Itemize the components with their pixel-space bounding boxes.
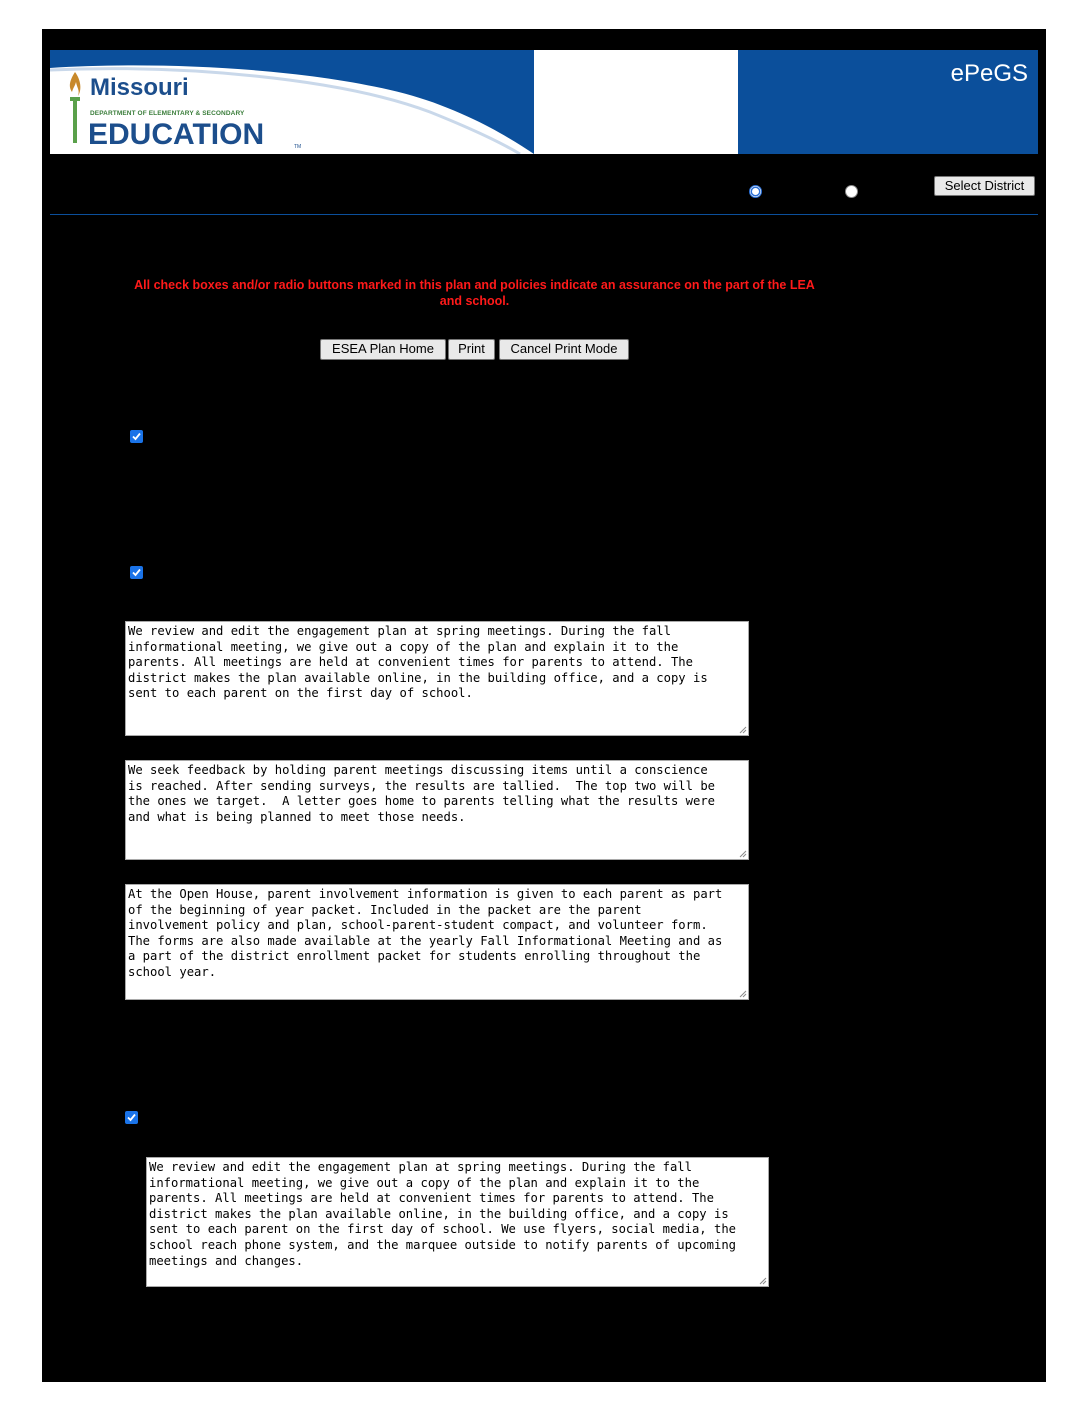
banner-brand-panel (738, 50, 1038, 154)
resize-grip-icon[interactable] (759, 1277, 767, 1285)
resize-grip-icon[interactable] (739, 990, 747, 998)
missouri-education-logo (64, 70, 304, 150)
checkmark-icon (126, 1112, 137, 1123)
esea-plan-home-button[interactable]: ESEA Plan Home (320, 339, 446, 360)
checkmark-icon (131, 431, 142, 442)
assurance-checkbox-2[interactable] (130, 566, 143, 579)
page-container (42, 29, 1046, 1382)
assurance-checkbox-3[interactable] (125, 1111, 138, 1124)
response-textarea-2[interactable]: We seek feedback by holding parent meetings discussing items until a conscience is reached. After sending surveys, the results are tallied. The top two will be the ones we target. A letter goes home to parents telling what the results were and what is being planned to meet those needs. (125, 760, 749, 860)
header-divider (50, 214, 1038, 215)
app-name: ePeGS (950, 60, 1028, 87)
radio-option-1[interactable] (749, 185, 762, 198)
logo-department-text: DEPARTMENT OF ELEMENTARY & SECONDARY (90, 110, 245, 117)
response-textarea-1[interactable]: We review and edit the engagement plan at spring meetings. During the fall informational meeting, we give out a copy of the plan and explain it to the parents. All meetings are held at convenient times for parents to attend. The district makes the plan available online, in the building office, and a copy is sent to each parent on the first day of school. (125, 621, 749, 736)
print-button[interactable]: Print (448, 339, 495, 360)
logo-trademark: TM (294, 144, 302, 150)
checkmark-icon (131, 567, 142, 578)
torch-icon (64, 70, 86, 146)
resize-grip-icon[interactable] (739, 726, 747, 734)
assurance-checkbox-1[interactable] (130, 430, 143, 443)
radio-option-2[interactable] (845, 185, 858, 198)
select-district-button[interactable]: Select District (934, 176, 1035, 196)
resize-grip-icon[interactable] (739, 850, 747, 858)
response-textarea-4[interactable]: We review and edit the engagement plan at spring meetings. During the fall informational meeting, we give out a copy of the plan and explain it to the parents. All meetings are held at convenient times for parents to attend. The district makes the plan available online, in the building office, and a copy is sent to each parent on the first day of school. We use flyers, social media, the school reach phone system, and the marquee outside to notify parents of upcoming meetings and changes. (146, 1157, 769, 1287)
logo-state-text: Missouri (90, 74, 189, 101)
assurance-notice: All check boxes and/or radio buttons marked in this plan and policies indicate an assurance on the part of the LEA and school. (134, 278, 815, 308)
logo-education-text: EDUCATION (88, 118, 265, 151)
response-textarea-3[interactable]: At the Open House, parent involvement information is given to each parent as part of the beginning of year packet. Included in the packet are the parent involvement policy and plan, school-parent-student compact, and volunteer form. The forms are also made available at the yearly Fall Informational Meeting and as a part of the district enrollment packet for students enrolling throughout the school year. (125, 884, 749, 1000)
cancel-print-mode-button[interactable]: Cancel Print Mode (499, 339, 629, 360)
header-banner (50, 50, 1038, 154)
